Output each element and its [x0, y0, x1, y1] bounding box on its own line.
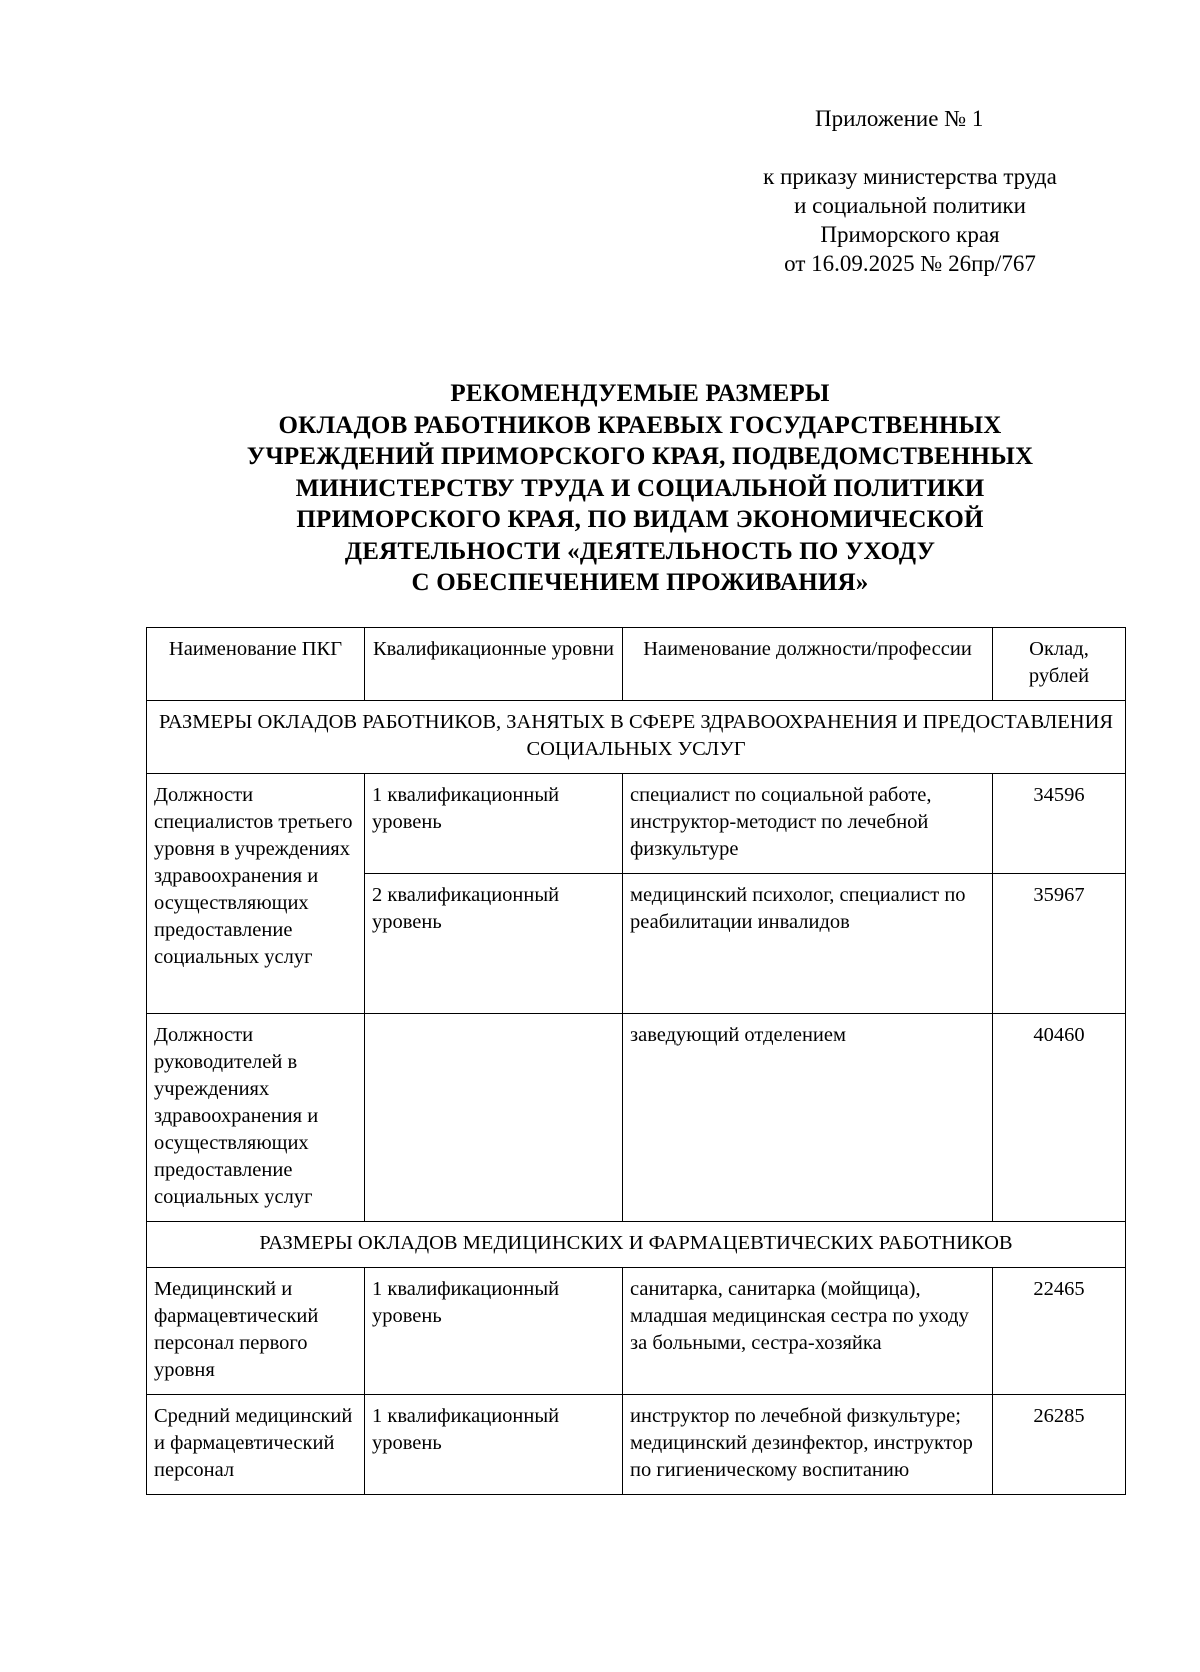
section-row	[147, 1222, 1126, 1268]
header-position: Наименование должности/профессии	[623, 628, 993, 701]
header-salary: Оклад, рублей	[993, 628, 1126, 701]
level-cell: 2 квалификационный уровень	[365, 874, 623, 1014]
position-cell: санитарка, санитарка (мойщица), младшая медицинская сестра по уходу за больными, сестра-хозяйка	[623, 1268, 993, 1395]
salary-cell: 35967	[993, 874, 1126, 1014]
title-line: ДЕЯТЕЛЬНОСТИ «ДЕЯТЕЛЬНОСТЬ ПО УХОДУ	[344, 537, 936, 565]
level-cell: 1 квалификационный уровень	[365, 1395, 623, 1495]
table-row	[147, 774, 1126, 874]
salary-cell: 40460	[993, 1014, 1126, 1222]
position-cell: специалист по социальной работе, инструктор-методист по лечебной физкультуре	[623, 774, 993, 874]
appendix-line-2: и социальной политики	[794, 193, 1026, 218]
appendix-line-3: Приморского края	[820, 222, 1000, 247]
position-cell: инструктор по лечебной физкультуре; медицинский дезинфектор, инструктор по гигиеническому воспитанию	[623, 1395, 993, 1495]
title-line: РЕКОМЕНДУЕМЫЕ РАЗМЕРЫ	[450, 380, 830, 407]
title-line: МИНИСТЕРСТВУ ТРУДА И СОЦИАЛЬНОЙ ПОЛИТИКИ	[295, 474, 985, 502]
pkg-cell: Медицинский и фармацевтический персонал первого уровня	[147, 1268, 365, 1395]
table-row	[147, 1268, 1126, 1395]
salary-cell: 26285	[993, 1395, 1126, 1495]
pkg-cell: Средний медицинский и фармацевтический персонал	[147, 1395, 365, 1495]
section-row	[147, 701, 1126, 774]
table-header-row	[147, 628, 1126, 701]
level-cell: 1 квалификационный уровень	[365, 1268, 623, 1395]
pkg-cell: Должности специалистов третьего уровня в учреждениях здравоохранения и осуществляющих предоставление социальных услуг	[147, 774, 365, 1014]
appendix-line-4: от 16.09.2025 № 26пр/767	[784, 251, 1036, 276]
title-line: ПРИМОРСКОГО КРАЯ, ПО ВИДАМ ЭКОНОМИЧЕСКОЙ	[296, 506, 984, 533]
document-title	[100, 378, 1180, 599]
title-line: УЧРЕЖДЕНИЙ ПРИМОРСКОГО КРАЯ, ПОДВЕДОМСТВЕННЫХ	[246, 443, 1034, 470]
level-cell: 1 квалификационный уровень	[365, 774, 623, 874]
pkg-cell: Должности руководителей в учреждениях здравоохранения и осуществляющих предоставление социальных услуг	[147, 1014, 365, 1222]
header-levels: Квалификационные уровни	[365, 628, 623, 701]
section-title: РАЗМЕРЫ ОКЛАДОВ МЕДИЦИНСКИХ И ФАРМАЦЕВТИЧЕСКИХ РАБОТНИКОВ	[147, 1222, 1126, 1268]
position-cell: заведующий отделением	[623, 1014, 993, 1222]
table-row	[147, 1395, 1126, 1495]
appendix-line-1: к приказу министерства труда	[763, 164, 1057, 189]
section-title: РАЗМЕРЫ ОКЛАДОВ РАБОТНИКОВ, ЗАНЯТЫХ В СФЕРЕ ЗДРАВООХРАНЕНИЯ И ПРЕДОСТАВЛЕНИЯ СОЦИАЛЬНЫХ УСЛУГ	[147, 701, 1126, 774]
header-pkg: Наименование ПКГ	[147, 628, 365, 701]
table-row	[147, 1014, 1126, 1222]
title-line: С ОБЕСПЕЧЕНИЕМ ПРОЖИВАНИЯ»	[411, 569, 869, 596]
appendix-title: Приложение № 1	[815, 106, 984, 131]
salary-cell: 34596	[993, 774, 1126, 874]
salary-table	[146, 627, 1126, 1495]
level-cell	[365, 1014, 623, 1222]
position-cell: медицинский психолог, специалист по реабилитации инвалидов	[623, 874, 993, 1014]
salary-cell: 22465	[993, 1268, 1126, 1395]
title-line: ОКЛАДОВ РАБОТНИКОВ КРАЕВЫХ ГОСУДАРСТВЕННЫХ	[278, 411, 1002, 439]
